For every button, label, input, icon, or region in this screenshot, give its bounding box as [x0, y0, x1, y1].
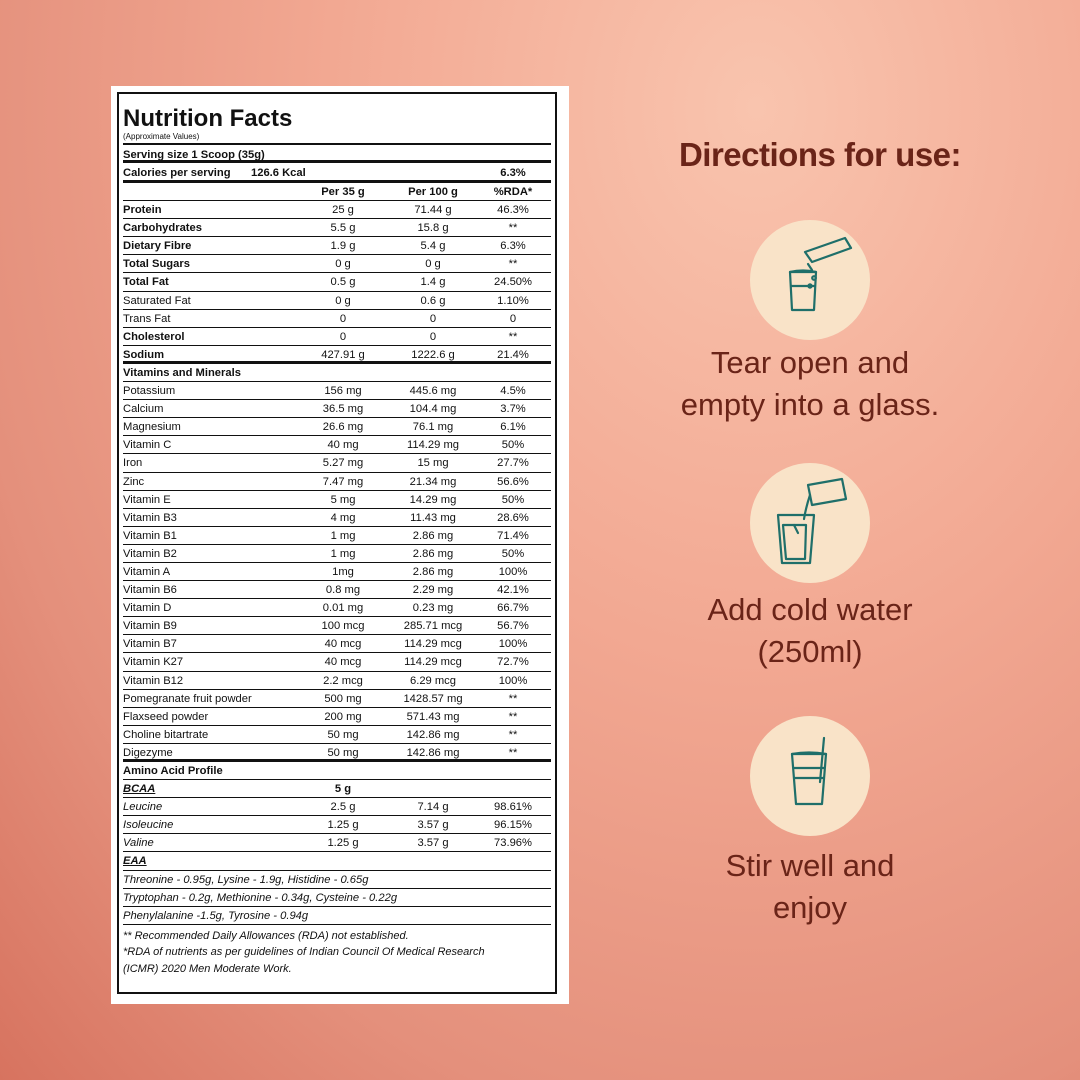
- row-value: 98.61%: [494, 801, 532, 814]
- row-label: Vitamin B6: [123, 584, 177, 597]
- row-value: 0: [509, 312, 517, 325]
- row-value: 2.2 mcg: [323, 674, 363, 687]
- row-value: 0: [429, 312, 437, 325]
- row-value: 5 mg: [330, 493, 356, 506]
- row-value: 1.4 g: [420, 276, 446, 289]
- row-value: 0.01 mg: [322, 602, 364, 615]
- row-value: 2.86 mg: [412, 529, 454, 542]
- table-row: [123, 346, 551, 364]
- row-value: 71.4%: [497, 529, 529, 542]
- calories-value: 126.6 Kcal: [251, 167, 306, 179]
- bcaa-label: BCAA: [123, 783, 156, 796]
- directions-title: Directions for use:: [678, 136, 962, 173]
- row-label: Saturated Fat: [123, 294, 191, 307]
- row-value: 1.25 g: [327, 837, 359, 850]
- row-value: 500 mg: [324, 692, 362, 705]
- row-value: 2.5 g: [330, 801, 356, 814]
- row-value: 40 mg: [327, 439, 359, 452]
- row-value: 4.5%: [500, 385, 526, 398]
- amino-heading: Amino Acid Profile: [123, 762, 551, 780]
- row-value: 26.6 mg: [322, 421, 364, 434]
- bcaa-value: 5 g: [334, 783, 352, 796]
- row-value: **: [508, 258, 518, 271]
- step-3-text: [650, 845, 970, 929]
- row-value: 50 mg: [327, 746, 359, 759]
- row-value: 14.29 mg: [409, 493, 457, 506]
- table-row: [123, 798, 551, 816]
- row-value: 114.29 mcg: [404, 638, 462, 651]
- eaa-line: Tryptophan - 0.2g, Methionine - 0.34g, Cysteine - 0.22g: [123, 889, 551, 907]
- footnotes: [123, 928, 551, 978]
- row-value: 24.50%: [494, 276, 532, 289]
- row-value: 100%: [498, 565, 528, 578]
- step-1-text: [650, 342, 970, 426]
- row-label: Vitamin D: [123, 602, 172, 615]
- eaa-line: Threonine - 0.95g, Lysine - 1.9g, Histidine - 0.65g: [123, 871, 551, 889]
- row-value: 28.6%: [497, 511, 529, 524]
- row-value: 1 mg: [330, 529, 356, 542]
- calories-label: Calories per serving: [123, 167, 231, 179]
- row-value: 3.57 g: [417, 819, 449, 832]
- row-value: 142.86 mg: [406, 728, 460, 741]
- row-value: 50%: [501, 493, 525, 506]
- vitamin-rows: [123, 382, 551, 762]
- row-value: 445.6 mg: [409, 385, 457, 398]
- stir-glass-icon: [750, 716, 870, 836]
- row-value: 6.1%: [500, 421, 526, 434]
- row-value: 1222.6 g: [411, 348, 455, 361]
- serving-size: Serving size 1 Scoop (35g): [123, 143, 551, 163]
- row-value: 1.25 g: [327, 819, 359, 832]
- row-label: Trans Fat: [123, 312, 171, 325]
- step-1-line-2: empty into a glass.: [680, 387, 940, 422]
- row-label: Pomegranate fruit powder: [123, 692, 252, 705]
- table-header: [123, 183, 551, 201]
- row-label: Choline bitartrate: [123, 728, 209, 741]
- row-value: **: [508, 222, 518, 235]
- vitamins-heading: Vitamins and Minerals: [123, 364, 551, 382]
- row-value: 571.43 mg: [406, 710, 460, 723]
- row-value: 100%: [498, 638, 528, 651]
- row-value: 27.7%: [497, 457, 529, 470]
- row-label: Digezyme: [123, 746, 173, 759]
- row-value: 73.96%: [494, 837, 532, 850]
- table-row: [123, 328, 551, 346]
- row-label: Sodium: [123, 348, 165, 361]
- row-value: 100 mcg: [321, 620, 365, 633]
- table-row: [123, 418, 551, 436]
- table-row: [123, 292, 551, 310]
- table-row: [123, 273, 551, 291]
- row-value: 1428.57 mg: [403, 692, 463, 705]
- row-value: 11.43 mg: [410, 511, 456, 524]
- row-value: 2.86 mg: [412, 565, 454, 578]
- table-row: [123, 509, 551, 527]
- table-row: [123, 491, 551, 509]
- row-label: Vitamin B9: [123, 620, 177, 633]
- row-label: Vitamin C: [123, 439, 172, 452]
- row-value: 72.7%: [497, 656, 529, 669]
- table-row: [123, 310, 551, 328]
- row-label: Iron: [123, 457, 143, 470]
- table-row: [123, 816, 551, 834]
- table-row: [123, 726, 551, 744]
- row-value: 6.3%: [500, 240, 526, 253]
- table-row: [123, 834, 551, 852]
- row-value: 0: [429, 330, 437, 343]
- row-value: 104.4 mg: [409, 403, 457, 416]
- table-row: [123, 617, 551, 635]
- row-label: Protein: [123, 204, 162, 217]
- table-row: [123, 255, 551, 273]
- row-value: 7.47 mg: [322, 475, 364, 488]
- table-row: [123, 219, 551, 237]
- row-value: 2.86 mg: [412, 547, 454, 560]
- table-row: [123, 382, 551, 400]
- header-col-0: [123, 183, 295, 200]
- sachet-pour-into-glass-icon: [750, 220, 870, 340]
- row-value: 15 mg: [417, 457, 449, 470]
- table-row: [123, 545, 551, 563]
- table-row: [123, 563, 551, 581]
- table-row: [123, 201, 551, 219]
- row-value: 66.7%: [497, 602, 529, 615]
- table-row: [123, 237, 551, 255]
- row-value: **: [508, 728, 518, 741]
- row-value: 1mg: [332, 565, 354, 578]
- row-label: Isoleucine: [123, 819, 174, 832]
- row-value: 50 mg: [327, 728, 359, 741]
- row-label: Dietary Fibre: [123, 240, 192, 253]
- calories-rda: 6.3%: [500, 167, 526, 179]
- row-value: 1.9 g: [330, 240, 356, 253]
- row-label: Vitamin B12: [123, 674, 184, 687]
- row-label: Vitamin B1: [123, 529, 177, 542]
- row-value: 40 mcg: [324, 656, 362, 669]
- row-value: 0: [339, 312, 347, 325]
- row-label: Total Sugars: [123, 258, 190, 271]
- pour-water-glass-icon: [750, 463, 870, 583]
- row-value: 285.71 mcg: [403, 620, 463, 633]
- row-label: Flaxseed powder: [123, 710, 209, 723]
- footnote: (ICMR) 2020 Men Moderate Work.: [123, 962, 292, 975]
- nutrition-title: Nutrition Facts: [123, 105, 293, 132]
- row-label: Zinc: [123, 475, 145, 488]
- step-2-line-1: Add cold water: [707, 592, 913, 627]
- row-value: 40 mcg: [324, 638, 362, 651]
- step-1-line-1: Tear open and: [710, 345, 910, 380]
- row-value: 427.91 g: [321, 348, 365, 361]
- header-col-3: %RDA*: [493, 186, 533, 198]
- step-3-line-2: enjoy: [772, 890, 848, 925]
- row-label: Vitamin B3: [123, 511, 177, 524]
- nutrition-facts-box: [117, 92, 557, 994]
- step-2-line-2: (250ml): [757, 634, 863, 669]
- table-row: [123, 708, 551, 726]
- table-row: [123, 744, 551, 762]
- row-value: 114.29 mg: [406, 439, 460, 452]
- row-label: Vitamin K27: [123, 656, 184, 669]
- row-label: Vitamin B2: [123, 547, 177, 560]
- row-value: 142.86 mg: [406, 746, 460, 759]
- table-row: [123, 653, 551, 671]
- row-value: 200 mg: [324, 710, 362, 723]
- row-label: Cholesterol: [123, 330, 185, 343]
- row-value: 156 mg: [324, 385, 362, 398]
- row-value: 114.29 mcg: [404, 656, 462, 669]
- footnote: ** Recommended Daily Allowances (RDA) not established.: [123, 929, 409, 942]
- row-value: 46.3%: [497, 204, 529, 217]
- row-value: 3.7%: [500, 403, 526, 416]
- eaa-row: [123, 852, 551, 870]
- eaa-label: EAA: [123, 855, 147, 868]
- row-value: 56.6%: [497, 475, 529, 488]
- row-value: 0 g: [335, 258, 351, 271]
- row-value: 5.5 g: [330, 222, 356, 235]
- row-value: **: [508, 746, 518, 759]
- step-2-text: [650, 589, 970, 673]
- row-value: 0 g: [425, 258, 441, 271]
- row-value: 21.4%: [497, 348, 529, 361]
- row-value: **: [508, 710, 518, 723]
- table-row: [123, 599, 551, 617]
- row-label: Vitamin B7: [123, 638, 177, 651]
- row-value: 50%: [501, 547, 525, 560]
- row-value: 7.14 g: [417, 801, 449, 814]
- row-value: 3.57 g: [417, 837, 449, 850]
- header-col-2: Per 100 g: [408, 186, 458, 198]
- row-label: Vitamin E: [123, 493, 171, 506]
- row-value: **: [508, 692, 518, 705]
- row-label: Leucine: [123, 801, 163, 814]
- bcaa-row: [123, 780, 551, 798]
- row-label: Valine: [123, 837, 154, 850]
- row-value: 1.10%: [497, 294, 529, 307]
- row-label: Magnesium: [123, 421, 181, 434]
- row-label: Carbohydrates: [123, 222, 202, 235]
- row-value: 25 g: [332, 204, 354, 217]
- row-value: 56.7%: [497, 620, 529, 633]
- row-label: Vitamin A: [123, 565, 171, 578]
- header-col-1: Per 35 g: [321, 186, 365, 198]
- row-value: 15.8 g: [417, 222, 449, 235]
- row-value: 4 mg: [330, 511, 356, 524]
- row-value: 6.29 mcg: [409, 674, 457, 687]
- nutrition-label-panel: [111, 86, 569, 1004]
- calories-row: [123, 163, 551, 183]
- table-row: [123, 473, 551, 491]
- row-value: 0.23 mg: [412, 602, 454, 615]
- row-value: 36.5 mg: [322, 403, 364, 416]
- row-value: 0.8 mg: [325, 584, 361, 597]
- table-row: [123, 436, 551, 454]
- eaa-line: Phenylalanine -1.5g, Tyrosine - 0.94g: [123, 907, 551, 925]
- table-row: [123, 400, 551, 418]
- row-value: 76.1 mg: [412, 421, 454, 434]
- row-value: 21.34 mg: [409, 475, 457, 488]
- row-value: 50%: [501, 439, 525, 452]
- bcaa-rows: [123, 798, 551, 852]
- step-3-line-1: Stir well and: [725, 848, 895, 883]
- table-row: [123, 690, 551, 708]
- row-value: 2.29 mg: [412, 584, 454, 597]
- row-value: 5.27 mg: [322, 457, 364, 470]
- row-label: Potassium: [123, 385, 176, 398]
- nutrient-rows: [123, 201, 551, 364]
- table-row: [123, 454, 551, 472]
- row-label: Calcium: [123, 403, 164, 416]
- row-value: 71.44 g: [414, 204, 452, 217]
- row-value: 96.15%: [494, 819, 532, 832]
- table-row: [123, 635, 551, 653]
- row-value: **: [508, 330, 518, 343]
- row-label: Total Fat: [123, 276, 169, 289]
- row-value: 5.4 g: [420, 240, 446, 253]
- row-value: 0: [339, 330, 347, 343]
- table-row: [123, 527, 551, 545]
- table-row: [123, 672, 551, 690]
- table-row: [123, 581, 551, 599]
- row-value: 100%: [498, 674, 528, 687]
- footnote: *RDA of nutrients as per guidelines of Indian Council Of Medical Research: [123, 946, 485, 959]
- row-value: 0 g: [335, 294, 351, 307]
- row-value: 0.5 g: [330, 276, 356, 289]
- row-value: 42.1%: [497, 584, 529, 597]
- nutrition-subtitle: (Approximate Values): [123, 132, 200, 141]
- row-value: 0.6 g: [420, 294, 446, 307]
- row-value: 1 mg: [330, 547, 356, 560]
